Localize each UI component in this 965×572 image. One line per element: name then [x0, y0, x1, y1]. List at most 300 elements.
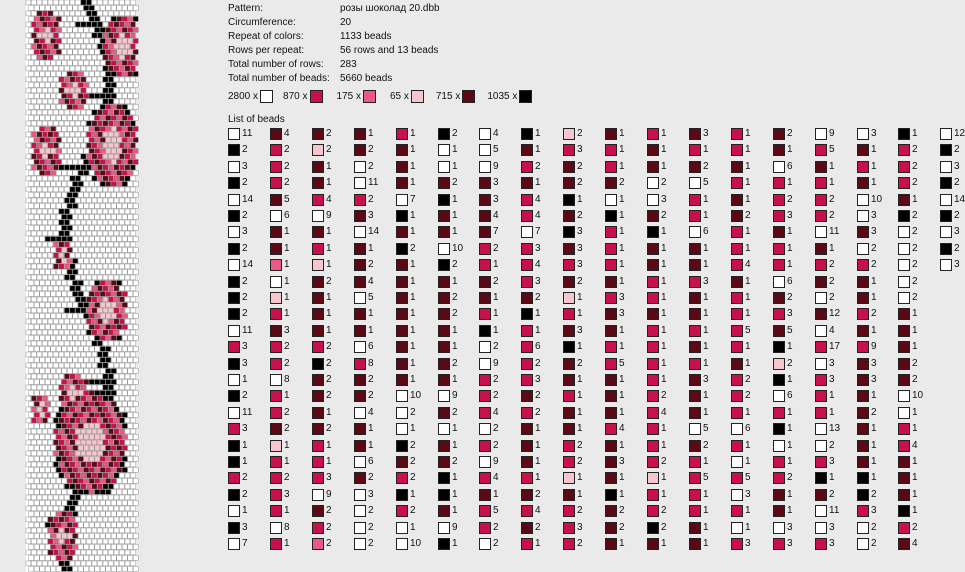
bead	[40, 94, 45, 99]
bead	[48, 286, 53, 291]
bead-count: 2	[326, 522, 332, 533]
bead-count: 1	[871, 144, 877, 155]
bead-entry	[312, 160, 332, 174]
bead	[45, 545, 50, 550]
bead-entry	[563, 242, 583, 256]
bead	[45, 259, 50, 264]
bead-color-swatch	[479, 423, 491, 435]
bead	[111, 303, 116, 308]
bead-color-swatch	[563, 259, 575, 271]
bead-color-swatch	[647, 325, 659, 337]
bead-entry	[898, 324, 918, 338]
bead	[131, 110, 136, 115]
bead	[81, 440, 86, 445]
bead-count: 2	[410, 407, 416, 418]
bead-count: 2	[242, 390, 248, 401]
bead	[81, 407, 86, 412]
bead-count: 1	[871, 423, 877, 434]
bead	[131, 44, 136, 49]
bead	[128, 39, 133, 44]
bead	[111, 457, 116, 462]
bead	[106, 138, 111, 143]
bead	[37, 418, 42, 423]
bead	[131, 528, 136, 533]
bead-color-swatch	[228, 472, 240, 484]
bead-color-swatch	[396, 505, 408, 517]
bead	[29, 314, 34, 319]
bead	[87, 22, 92, 27]
bead-count: 1	[745, 341, 751, 352]
bead-entry	[940, 193, 965, 207]
bead	[84, 281, 89, 286]
bead	[103, 561, 108, 566]
bead	[48, 341, 53, 346]
bead	[43, 495, 48, 500]
bead-count: 1	[410, 144, 416, 155]
bead-color-swatch	[647, 243, 659, 255]
bead-count: 1	[829, 243, 835, 254]
bead	[131, 451, 136, 456]
bead-color-swatch	[857, 505, 869, 517]
bead	[40, 127, 45, 132]
bead	[131, 484, 136, 489]
bead-count: 3	[829, 374, 835, 385]
bead	[98, 220, 103, 225]
bead-color-swatch	[898, 423, 910, 435]
bead	[92, 396, 97, 401]
bead	[51, 6, 56, 11]
bead	[76, 275, 81, 280]
bead	[59, 110, 64, 115]
bead	[76, 33, 81, 38]
bead	[100, 424, 105, 429]
bead	[122, 259, 127, 264]
bead	[29, 303, 34, 308]
bead-entry	[438, 439, 458, 453]
bead-color-swatch	[396, 522, 408, 534]
bead	[51, 94, 56, 99]
bead	[128, 160, 133, 165]
bead	[26, 275, 31, 280]
bead	[51, 138, 56, 143]
bead-color-swatch	[647, 276, 659, 288]
bead	[67, 281, 72, 286]
bead	[131, 55, 136, 60]
bead	[51, 567, 56, 572]
bead-entry	[773, 242, 793, 256]
bead	[73, 215, 78, 220]
bead	[89, 281, 94, 286]
bead	[67, 94, 72, 99]
bead-count: 9	[452, 522, 458, 533]
bead	[111, 391, 116, 396]
bead	[117, 149, 122, 154]
bead	[32, 110, 37, 115]
bead-entry	[438, 471, 458, 485]
bead	[117, 347, 122, 352]
bead	[98, 275, 103, 280]
bead	[125, 517, 130, 522]
bead	[43, 44, 48, 49]
bead	[76, 374, 81, 379]
bead-entry	[479, 258, 499, 272]
bead-count: 2	[493, 276, 499, 287]
bead	[114, 418, 119, 423]
bead	[56, 380, 61, 385]
bead	[103, 352, 108, 357]
bead	[87, 341, 92, 346]
bead-color-swatch	[563, 423, 575, 435]
bead-color-swatch	[396, 161, 408, 173]
bead	[111, 336, 116, 341]
bead-color-swatch	[228, 374, 240, 386]
bead	[29, 358, 34, 363]
bead	[128, 402, 133, 407]
bead	[95, 534, 100, 539]
bead-entry	[438, 307, 458, 321]
bead-count: 1	[745, 456, 751, 467]
bead	[48, 209, 53, 214]
bead	[87, 319, 92, 324]
bead-entry	[731, 422, 751, 436]
bead	[117, 50, 122, 55]
bead	[114, 176, 119, 181]
bead-entry	[228, 455, 248, 469]
bead	[81, 418, 86, 423]
bead-color-swatch	[396, 358, 408, 370]
bead-count: 14	[954, 194, 965, 205]
bead-count: 2	[284, 341, 290, 352]
bead-color-swatch	[815, 440, 827, 452]
bead	[120, 77, 125, 82]
bead	[98, 484, 103, 489]
bead	[114, 143, 119, 148]
bead	[92, 319, 97, 324]
bead	[95, 50, 100, 55]
bead	[67, 193, 72, 198]
bead-color-swatch	[898, 358, 910, 370]
bead	[34, 347, 39, 352]
bead	[76, 121, 81, 126]
bead-entry	[731, 471, 751, 485]
bead	[81, 66, 86, 71]
bead-count: 2	[284, 358, 290, 369]
bead	[120, 462, 125, 467]
bead	[59, 231, 64, 236]
bead	[125, 407, 130, 412]
bead-color-swatch	[521, 128, 533, 140]
bead	[84, 149, 89, 154]
bead	[76, 396, 81, 401]
bead-count: 4	[661, 407, 667, 418]
bead	[122, 512, 127, 517]
bead-count: 9	[326, 489, 332, 500]
bead	[26, 495, 31, 500]
bead-entry	[396, 324, 416, 338]
bead-entry	[479, 160, 499, 174]
bead-count: 2	[912, 292, 918, 303]
bead	[114, 451, 119, 456]
bead	[65, 418, 70, 423]
bead	[62, 204, 67, 209]
bead-count: 1	[787, 226, 793, 237]
bead	[78, 380, 83, 385]
bead	[95, 314, 100, 319]
bead	[29, 402, 34, 407]
bead	[29, 204, 34, 209]
bead	[43, 473, 48, 478]
bead	[125, 33, 130, 38]
bead	[95, 457, 100, 462]
bead-count: 7	[535, 226, 541, 237]
bead-entry	[689, 143, 709, 157]
bead	[70, 418, 75, 423]
bead	[59, 451, 64, 456]
bead-color-swatch	[479, 292, 491, 304]
bead	[67, 501, 72, 506]
bead	[29, 193, 34, 198]
bead	[87, 77, 92, 82]
bead-color-swatch	[479, 194, 491, 206]
bead	[40, 424, 45, 429]
bead-entry	[354, 373, 374, 387]
bead	[78, 83, 83, 88]
bead	[40, 556, 45, 561]
bead	[34, 50, 39, 55]
bead-count: 5	[493, 144, 499, 155]
bead	[100, 303, 105, 308]
bead	[76, 539, 81, 544]
bead	[29, 61, 34, 66]
bead	[128, 457, 133, 462]
bead	[98, 132, 103, 137]
bead	[29, 556, 34, 561]
bead-color-swatch	[940, 210, 952, 222]
bead	[45, 149, 50, 154]
bead	[111, 435, 116, 440]
bead	[32, 198, 37, 203]
bead-entry	[773, 439, 793, 453]
bead	[26, 253, 31, 258]
bead-count: 1	[619, 472, 625, 483]
bead	[43, 110, 48, 115]
bead-count: 1	[619, 341, 625, 352]
bead	[32, 341, 37, 346]
bead	[43, 352, 48, 357]
bead-entry	[438, 389, 458, 403]
bead	[87, 517, 92, 522]
bead	[133, 160, 138, 165]
bead-color-swatch	[521, 522, 533, 534]
bead	[122, 424, 127, 429]
bead-count: 2	[577, 210, 583, 221]
bead	[29, 149, 34, 154]
bead-count: 1	[912, 194, 918, 205]
bead	[100, 204, 105, 209]
bead-count: 1	[452, 161, 458, 172]
bead-entry	[647, 143, 667, 157]
bead	[26, 385, 31, 390]
bead	[92, 11, 97, 16]
info-row	[228, 2, 440, 16]
bead	[40, 358, 45, 363]
bead	[106, 182, 111, 187]
bead	[37, 99, 42, 104]
bead-count: 2	[661, 210, 667, 221]
bead	[40, 534, 45, 539]
bead	[54, 385, 59, 390]
bead-entry	[689, 242, 709, 256]
bead	[92, 528, 97, 533]
bead	[76, 264, 81, 269]
bead	[40, 248, 45, 253]
bead	[40, 259, 45, 264]
bead	[43, 77, 48, 82]
bead-color-swatch	[312, 423, 324, 435]
bead-count: 12	[829, 308, 841, 319]
bead	[98, 143, 103, 148]
bead	[59, 308, 64, 313]
bead-color-swatch	[689, 505, 701, 517]
bead	[34, 391, 39, 396]
bead-count: 1	[619, 144, 625, 155]
bead	[103, 550, 108, 555]
bead	[37, 462, 42, 467]
bead-color-swatch	[773, 440, 785, 452]
bead-entry	[270, 275, 290, 289]
bead	[56, 171, 61, 176]
bead-entry	[270, 193, 290, 207]
bead	[133, 567, 138, 572]
bead	[120, 407, 125, 412]
bead-entry	[312, 389, 332, 403]
bead	[106, 567, 111, 572]
bead	[70, 297, 75, 302]
bead	[117, 193, 122, 198]
bead-color-swatch	[815, 489, 827, 501]
bead	[51, 325, 56, 330]
bead-entry	[354, 324, 374, 338]
bead-count: 2	[661, 456, 667, 467]
bead-color-swatch	[605, 505, 617, 517]
bead-count: 2	[535, 407, 541, 418]
bead	[103, 275, 108, 280]
bead-count: 2	[787, 358, 793, 369]
bead	[81, 154, 86, 159]
bead	[100, 160, 105, 165]
bead-entry	[270, 455, 290, 469]
bead	[59, 176, 64, 181]
bead	[40, 325, 45, 330]
bead-color-swatch	[731, 440, 743, 452]
bead	[34, 523, 39, 528]
bead-count: 1	[410, 489, 416, 500]
bead	[26, 77, 31, 82]
bead	[84, 28, 89, 33]
bead	[48, 198, 53, 203]
bead-entry	[857, 537, 877, 551]
bead-entry	[731, 521, 751, 535]
palette-item-black	[487, 90, 532, 103]
bead	[109, 517, 114, 522]
bead-count: 2	[577, 128, 583, 139]
bead	[40, 149, 45, 154]
bead	[122, 358, 127, 363]
bead-color-swatch	[438, 423, 450, 435]
bead-entry	[228, 127, 252, 141]
bead	[73, 138, 78, 143]
bead-color-swatch	[563, 210, 575, 222]
bead-color-swatch	[857, 358, 869, 370]
bead-count: 2	[410, 505, 416, 516]
bead	[40, 39, 45, 44]
bead-color-swatch	[731, 259, 743, 271]
bead	[131, 242, 136, 247]
bead	[45, 567, 50, 572]
bead	[29, 17, 34, 22]
bead	[125, 374, 130, 379]
bead	[54, 539, 59, 544]
bead-color-swatch	[228, 194, 240, 206]
bead	[67, 369, 72, 374]
bead-count: 2	[619, 522, 625, 533]
bead	[111, 479, 116, 484]
bead	[67, 105, 72, 110]
bead-count: 1	[535, 538, 541, 549]
bead-count: 2	[284, 177, 290, 188]
bead	[81, 517, 86, 522]
bead	[62, 523, 67, 528]
bead-count: 5	[745, 325, 751, 336]
bead-entry	[354, 537, 374, 551]
bead-color-swatch	[898, 505, 910, 517]
bead	[98, 539, 103, 544]
bead	[122, 61, 127, 66]
bead	[120, 198, 125, 203]
bead	[78, 171, 83, 176]
bead-color-swatch	[228, 489, 240, 501]
bead	[109, 121, 114, 126]
bead	[32, 506, 37, 511]
bead-entry	[270, 373, 290, 387]
bead	[48, 77, 53, 82]
bead-entry	[396, 389, 421, 403]
bead-entry	[563, 275, 583, 289]
bead	[122, 28, 127, 33]
bead	[48, 297, 53, 302]
bead	[128, 270, 133, 275]
bead-count: 1	[452, 489, 458, 500]
bead	[89, 479, 94, 484]
bead	[48, 33, 53, 38]
bead	[98, 308, 103, 313]
bead-color-swatch	[354, 374, 366, 386]
bead-color-swatch	[731, 522, 743, 534]
bead	[48, 484, 53, 489]
bead	[59, 22, 64, 27]
bead	[54, 154, 59, 159]
bead	[48, 407, 53, 412]
bead	[37, 550, 42, 555]
bead	[84, 347, 89, 352]
bead	[114, 440, 119, 445]
bead-entry	[312, 209, 332, 223]
bead-color-swatch	[521, 440, 533, 452]
bead	[106, 501, 111, 506]
bead-entry	[270, 389, 290, 403]
bead-count: 6	[787, 390, 793, 401]
bead	[34, 237, 39, 242]
